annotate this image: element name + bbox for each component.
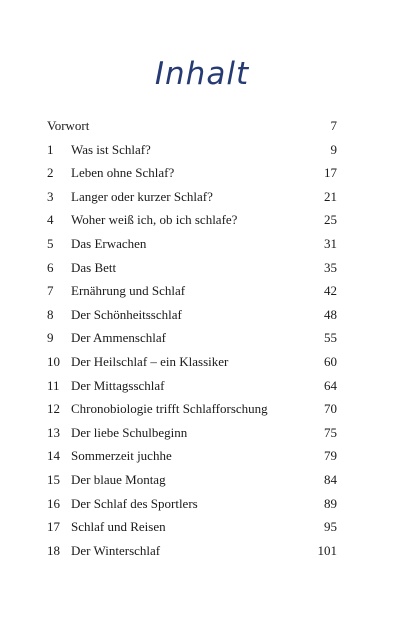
toc-page-number: 55 bbox=[324, 330, 337, 346]
toc-row[interactable] bbox=[47, 306, 337, 330]
chapter-title: Das Bett bbox=[71, 259, 117, 275]
toc-page-number: 31 bbox=[324, 235, 337, 251]
chapter-number: 12 bbox=[47, 401, 60, 417]
toc-page-number: 60 bbox=[324, 353, 337, 369]
page-title: Inhalt bbox=[154, 56, 250, 92]
chapter-title: Leben ohne Schlaf? bbox=[71, 165, 175, 181]
toc-row[interactable] bbox=[47, 141, 337, 165]
toc-row[interactable] bbox=[47, 329, 337, 353]
toc-page-number: 79 bbox=[324, 448, 337, 464]
chapter-title: Chronobiologie trifft Schlafforschung bbox=[71, 401, 268, 417]
chapter-number: 13 bbox=[47, 424, 60, 440]
chapter-title: Der Schönheitsschlaf bbox=[71, 306, 182, 322]
chapter-number: 18 bbox=[47, 542, 60, 558]
toc-row[interactable] bbox=[47, 447, 337, 471]
chapter-number: 16 bbox=[47, 495, 60, 511]
toc-row[interactable] bbox=[47, 282, 337, 306]
chapter-number: 10 bbox=[47, 353, 60, 369]
toc-page-number: 7 bbox=[330, 118, 337, 133]
toc-row[interactable] bbox=[47, 518, 337, 542]
chapter-number: 9 bbox=[47, 330, 54, 346]
toc-page-number: 101 bbox=[317, 542, 337, 558]
table-of-contents bbox=[47, 117, 337, 565]
toc-page-number: 9 bbox=[330, 141, 337, 157]
toc-page-number: 35 bbox=[324, 259, 337, 275]
chapter-number: 17 bbox=[47, 519, 60, 535]
toc-page-number: 21 bbox=[324, 188, 337, 204]
toc-page-number: 95 bbox=[324, 519, 337, 535]
chapter-title: Der Schlaf des Sportlers bbox=[71, 495, 198, 511]
toc-page-number: 64 bbox=[324, 377, 337, 393]
chapter-number: 11 bbox=[47, 377, 60, 393]
toc-row[interactable] bbox=[47, 235, 337, 259]
toc-row[interactable] bbox=[47, 542, 337, 566]
chapter-title: Der Mittagsschlaf bbox=[71, 377, 165, 393]
chapter-title: Was ist Schlaf? bbox=[71, 141, 151, 157]
toc-page-number: 84 bbox=[324, 471, 337, 487]
toc-row[interactable] bbox=[47, 471, 337, 495]
chapter-title: Der liebe Schulbeginn bbox=[71, 424, 188, 440]
chapter-number: 5 bbox=[47, 235, 54, 251]
chapter-title: Sommerzeit juchhe bbox=[71, 448, 172, 464]
chapter-number: 14 bbox=[47, 448, 60, 464]
toc-page-number: 70 bbox=[324, 401, 337, 417]
chapter-title: Der Heilschlaf – ein Klassiker bbox=[71, 353, 229, 369]
toc-page-number: 89 bbox=[324, 495, 337, 511]
chapter-number: 1 bbox=[47, 141, 54, 157]
chapter-title: Langer oder kurzer Schlaf? bbox=[71, 188, 213, 204]
chapter-title: Das Erwachen bbox=[71, 235, 147, 251]
toc-row[interactable] bbox=[47, 495, 337, 519]
chapter-number: 3 bbox=[47, 188, 54, 204]
chapter-number: 8 bbox=[47, 306, 54, 322]
toc-page-number: 25 bbox=[324, 212, 337, 228]
chapter-number: 7 bbox=[47, 283, 54, 299]
chapter-number: 2 bbox=[47, 165, 54, 181]
toc-row-preface[interactable] bbox=[47, 117, 337, 141]
toc-row[interactable] bbox=[47, 400, 337, 424]
toc-page-number: 17 bbox=[324, 165, 337, 181]
toc-label: Vorwort bbox=[47, 118, 90, 133]
toc-page-number: 75 bbox=[324, 424, 337, 440]
toc-row[interactable] bbox=[47, 377, 337, 401]
toc-row[interactable] bbox=[47, 424, 337, 448]
toc-page-number: 42 bbox=[324, 283, 337, 299]
toc-page-number: 48 bbox=[324, 306, 337, 322]
chapter-title: Ernährung und Schlaf bbox=[71, 283, 186, 299]
chapter-title: Der Ammenschlaf bbox=[71, 330, 166, 346]
toc-row[interactable] bbox=[47, 259, 337, 283]
chapter-title: Der blaue Montag bbox=[71, 471, 166, 487]
chapter-number: 4 bbox=[47, 212, 54, 228]
chapter-title: Woher weiß ich, ob ich schlafe? bbox=[71, 212, 238, 228]
chapter-number: 6 bbox=[47, 259, 54, 275]
toc-row[interactable] bbox=[47, 164, 337, 188]
chapter-number: 15 bbox=[47, 471, 60, 487]
toc-row[interactable] bbox=[47, 353, 337, 377]
chapter-title: Schlaf und Reisen bbox=[71, 519, 166, 535]
chapter-title: Der Winterschlaf bbox=[71, 542, 161, 558]
toc-row[interactable] bbox=[47, 188, 337, 212]
toc-row[interactable] bbox=[47, 211, 337, 235]
